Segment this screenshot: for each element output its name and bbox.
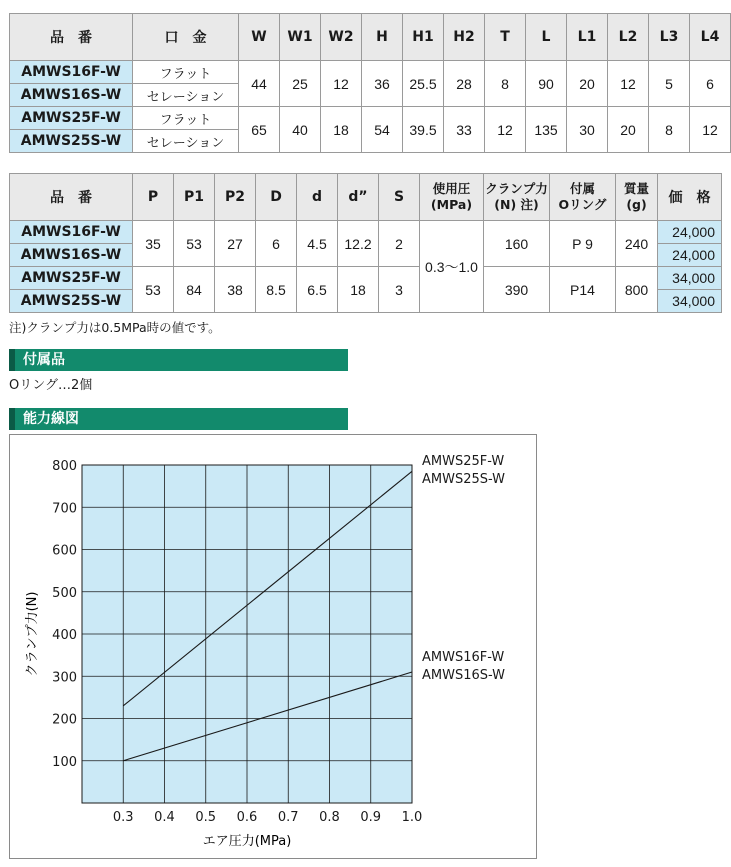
y-tick-label: 800	[52, 459, 77, 474]
pressure-cell: 0.3～1.0	[420, 221, 484, 313]
value-cell: 5	[649, 61, 690, 107]
value-cell: 18	[338, 267, 379, 313]
header-H2: H2	[444, 14, 485, 61]
mass-cell: 800	[616, 267, 658, 313]
header-mass-line2: (g)	[626, 197, 647, 212]
header-D: D	[256, 174, 297, 221]
header-pressure-line2: (MPa)	[430, 197, 473, 212]
model-cell: AMWS25S-W	[10, 130, 133, 153]
value-cell: 40	[280, 107, 321, 153]
header-model: 品 番	[10, 14, 133, 61]
value-cell: 33	[444, 107, 485, 153]
header-price: 価 格	[658, 174, 722, 221]
value-cell: 6	[256, 221, 297, 267]
header-P: P	[133, 174, 174, 221]
cap-cell: フラット	[133, 107, 239, 130]
y-axis-label: クランプ力(N)	[25, 591, 40, 677]
header-pressure-line1: 使用圧	[432, 181, 471, 196]
table-row	[10, 61, 731, 84]
header-L2: L2	[608, 14, 649, 61]
header-cap: 口 金	[133, 14, 239, 61]
cap-cell: セレーション	[133, 84, 239, 107]
header-T: T	[485, 14, 526, 61]
model-cell: AMWS16F-W	[10, 61, 133, 84]
header-L4: L4	[690, 14, 731, 61]
x-tick-label: 0.6	[236, 810, 258, 825]
y-tick-label: 600	[52, 543, 77, 559]
oring-cell: P 9	[550, 221, 616, 267]
header-L1: L1	[567, 14, 608, 61]
table-header-row	[10, 174, 722, 221]
header-clamp-line1: クランプ力	[485, 181, 548, 196]
value-cell: 135	[526, 107, 567, 153]
header-d: d	[297, 174, 338, 221]
header-oring-line1: 付属	[569, 181, 595, 196]
value-cell: 36	[362, 61, 403, 107]
model-cell: AMWS25S-W	[10, 290, 133, 313]
accessories-heading: 付属品	[9, 349, 348, 371]
header-H: H	[362, 14, 403, 61]
header-L: L	[526, 14, 567, 61]
header-L3: L3	[649, 14, 690, 61]
oring-cell: P14	[550, 267, 616, 313]
value-cell: 12	[608, 61, 649, 107]
value-cell: 53	[174, 221, 215, 267]
value-cell: 28	[444, 61, 485, 107]
value-cell: 90	[526, 61, 567, 107]
x-tick-label: 0.8	[319, 810, 340, 825]
value-cell: 27	[215, 221, 256, 267]
price-cell: 34,000	[658, 267, 722, 290]
cap-cell: フラット	[133, 61, 239, 84]
table-row	[10, 107, 731, 130]
x-axis-label: エア圧力(MPa)	[202, 834, 292, 849]
header-clamp-force	[484, 174, 550, 221]
mass-cell: 240	[616, 221, 658, 267]
header-mass	[616, 174, 658, 221]
header-oring	[550, 174, 616, 221]
header-P2: P2	[215, 174, 256, 221]
x-tick-label: 0.5	[195, 810, 217, 825]
y-tick-label: 200	[52, 712, 77, 728]
value-cell: 44	[239, 61, 280, 107]
value-cell: 12	[690, 107, 731, 153]
table-row	[10, 267, 722, 290]
header-clamp-line2: (N) 注)	[494, 197, 539, 212]
value-cell: 53	[133, 267, 174, 313]
price-cell: 24,000	[658, 244, 722, 267]
performance-chart	[10, 435, 538, 860]
header-W: W	[239, 14, 280, 61]
value-cell: 3	[379, 267, 420, 313]
y-tick-label: 500	[52, 585, 77, 601]
y-tick-label: 300	[52, 670, 77, 686]
cap-cell: セレーション	[133, 130, 239, 153]
x-tick-label: 0.7	[277, 810, 299, 825]
value-cell: 54	[362, 107, 403, 153]
value-cell: 6	[690, 61, 731, 107]
header-mass-line1: 質量	[623, 181, 649, 196]
table-row	[10, 221, 722, 244]
value-cell: 8	[485, 61, 526, 107]
model-cell: AMWS25F-W	[10, 267, 133, 290]
value-cell: 12	[485, 107, 526, 153]
table-header-row	[10, 14, 731, 61]
model-cell: AMWS16S-W	[10, 84, 133, 107]
header-oring-line2: Oリング	[558, 197, 607, 212]
value-cell: 38	[215, 267, 256, 313]
value-cell: 8.5	[256, 267, 297, 313]
clamp-force-cell: 390	[484, 267, 550, 313]
value-cell: 12	[321, 61, 362, 107]
header-pressure	[420, 174, 484, 221]
value-cell: 30	[567, 107, 608, 153]
chart-heading: 能力線図	[9, 408, 348, 430]
value-cell: 39.5	[403, 107, 444, 153]
spec-table	[9, 173, 722, 313]
header-W2: W2	[321, 14, 362, 61]
dimension-table	[9, 13, 731, 153]
header-W1: W1	[280, 14, 321, 61]
x-tick-label: 1.0	[401, 810, 423, 825]
clamp-force-note: 注)クランプ力は0.5MPa時の値です。	[9, 320, 221, 335]
header-S: S	[379, 174, 420, 221]
chart-frame	[9, 434, 537, 859]
y-tick-label: 100	[52, 754, 77, 770]
y-tick-labels	[52, 459, 77, 770]
x-tick-label: 0.9	[360, 810, 382, 825]
y-tick-label: 700	[52, 501, 77, 517]
series-label: AMWS16F-W	[422, 650, 505, 665]
series-labels	[422, 454, 505, 683]
value-cell: 20	[567, 61, 608, 107]
clamp-force-cell: 160	[484, 221, 550, 267]
value-cell: 65	[239, 107, 280, 153]
price-cell: 34,000	[658, 290, 722, 313]
value-cell: 35	[133, 221, 174, 267]
value-cell: 8	[649, 107, 690, 153]
model-cell: AMWS16S-W	[10, 244, 133, 267]
accessories-text: Oリング…2個	[9, 378, 93, 393]
x-tick-labels	[113, 810, 422, 825]
y-tick-label: 400	[52, 628, 77, 643]
value-cell: 18	[321, 107, 362, 153]
series-label: AMWS25S-W	[422, 472, 506, 487]
price-cell: 24,000	[658, 221, 722, 244]
series-label: AMWS25F-W	[422, 454, 505, 469]
header-P1: P1	[174, 174, 215, 221]
value-cell: 20	[608, 107, 649, 153]
value-cell: 2	[379, 221, 420, 267]
header-model: 品 番	[10, 174, 133, 221]
header-d2: d”	[338, 174, 379, 221]
header-H1: H1	[403, 14, 444, 61]
value-cell: 6.5	[297, 267, 338, 313]
model-cell: AMWS25F-W	[10, 107, 133, 130]
series-label: AMWS16S-W	[422, 668, 506, 683]
model-cell: AMWS16F-W	[10, 221, 133, 244]
value-cell: 25	[280, 61, 321, 107]
value-cell: 4.5	[297, 221, 338, 267]
value-cell: 25.5	[403, 61, 444, 107]
value-cell: 12.2	[338, 221, 379, 267]
x-tick-label: 0.3	[112, 810, 134, 825]
x-tick-label: 0.4	[154, 810, 175, 825]
value-cell: 84	[174, 267, 215, 313]
